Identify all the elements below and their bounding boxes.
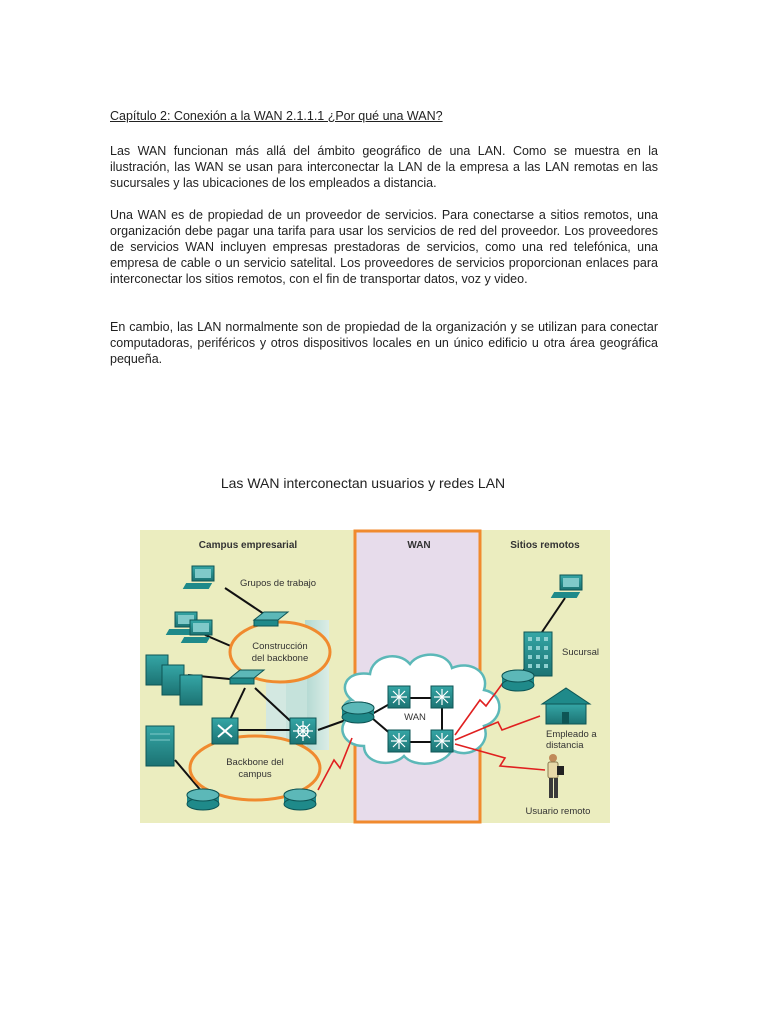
router-icon — [284, 789, 316, 810]
teleworker-label-1: Empleado a — [546, 729, 597, 740]
remote-user-label: Usuario remoto — [525, 806, 591, 817]
wan-switch-icon — [431, 730, 453, 752]
multilayer-switch-icon — [290, 718, 316, 744]
wan-switch-icon — [388, 686, 410, 708]
teleworker-label-2: distancia — [546, 740, 584, 751]
branch-router-icon — [502, 670, 534, 691]
branch-label: Sucursal — [562, 647, 599, 658]
wan-zone-label: WAN — [407, 540, 431, 551]
backbone-label-1: Construcción — [252, 641, 308, 652]
remote-zone-label: Sitios remotos — [510, 540, 580, 551]
workgroups-label: Grupos de trabajo — [240, 578, 317, 589]
campus-zone-label: Campus empresarial — [198, 540, 298, 551]
campus-backbone-label-1: Backbone del — [226, 757, 284, 768]
paragraph-2: Una WAN es de propiedad de un proveedor de servicios. Para conectarse a sitios remotos, una organización debe pagar una tarifa para usar los servicios de red del proveedor. Los proveedores de servicios WAN incluyen empresas prestadoras de servicios, como una red telefónica, una empresa de cable o un servicio satelital. Los proveedores de servicios proporcionan enlaces para interconectar los sitios remotos, con el fin de transportar datos, voz y video. — [110, 208, 658, 286]
wan-switch-icon — [388, 730, 410, 752]
router-icon — [187, 789, 219, 810]
paragraph-3: En cambio, las LAN normalmente son de propiedad de la organización y se utilizan para conectar computadoras, periféricos y otros dispositivos locales en un único edificio u otra área geográfica pequeña. — [110, 320, 658, 366]
wan-cloud-label: WAN — [404, 712, 426, 723]
paragraph-1: Las WAN funcionan más allá del ámbito geográfico de una LAN. Como se muestra en la ilustración, las WAN se usan para interconectar la LAN de la empresa a las LAN remotas en las sucursales y las ubicaciones de los empleados a distancia. — [110, 144, 658, 190]
wan-edge-router-icon — [342, 702, 374, 723]
chapter-heading: Capítulo 2: Conexión a la WAN 2.1.1.1 ¿Por qué una WAN? — [110, 109, 443, 123]
backbone-label-2: del backbone — [251, 653, 309, 664]
server-tower-icon — [146, 726, 174, 766]
figure-title: Las WAN interconectan usuarios y redes LAN — [220, 475, 506, 491]
branch-building-icon — [524, 632, 552, 676]
wan-switch-icon — [431, 686, 453, 708]
multilayer-switch-icon — [212, 718, 238, 744]
campus-backbone-label-2: campus — [238, 769, 272, 780]
